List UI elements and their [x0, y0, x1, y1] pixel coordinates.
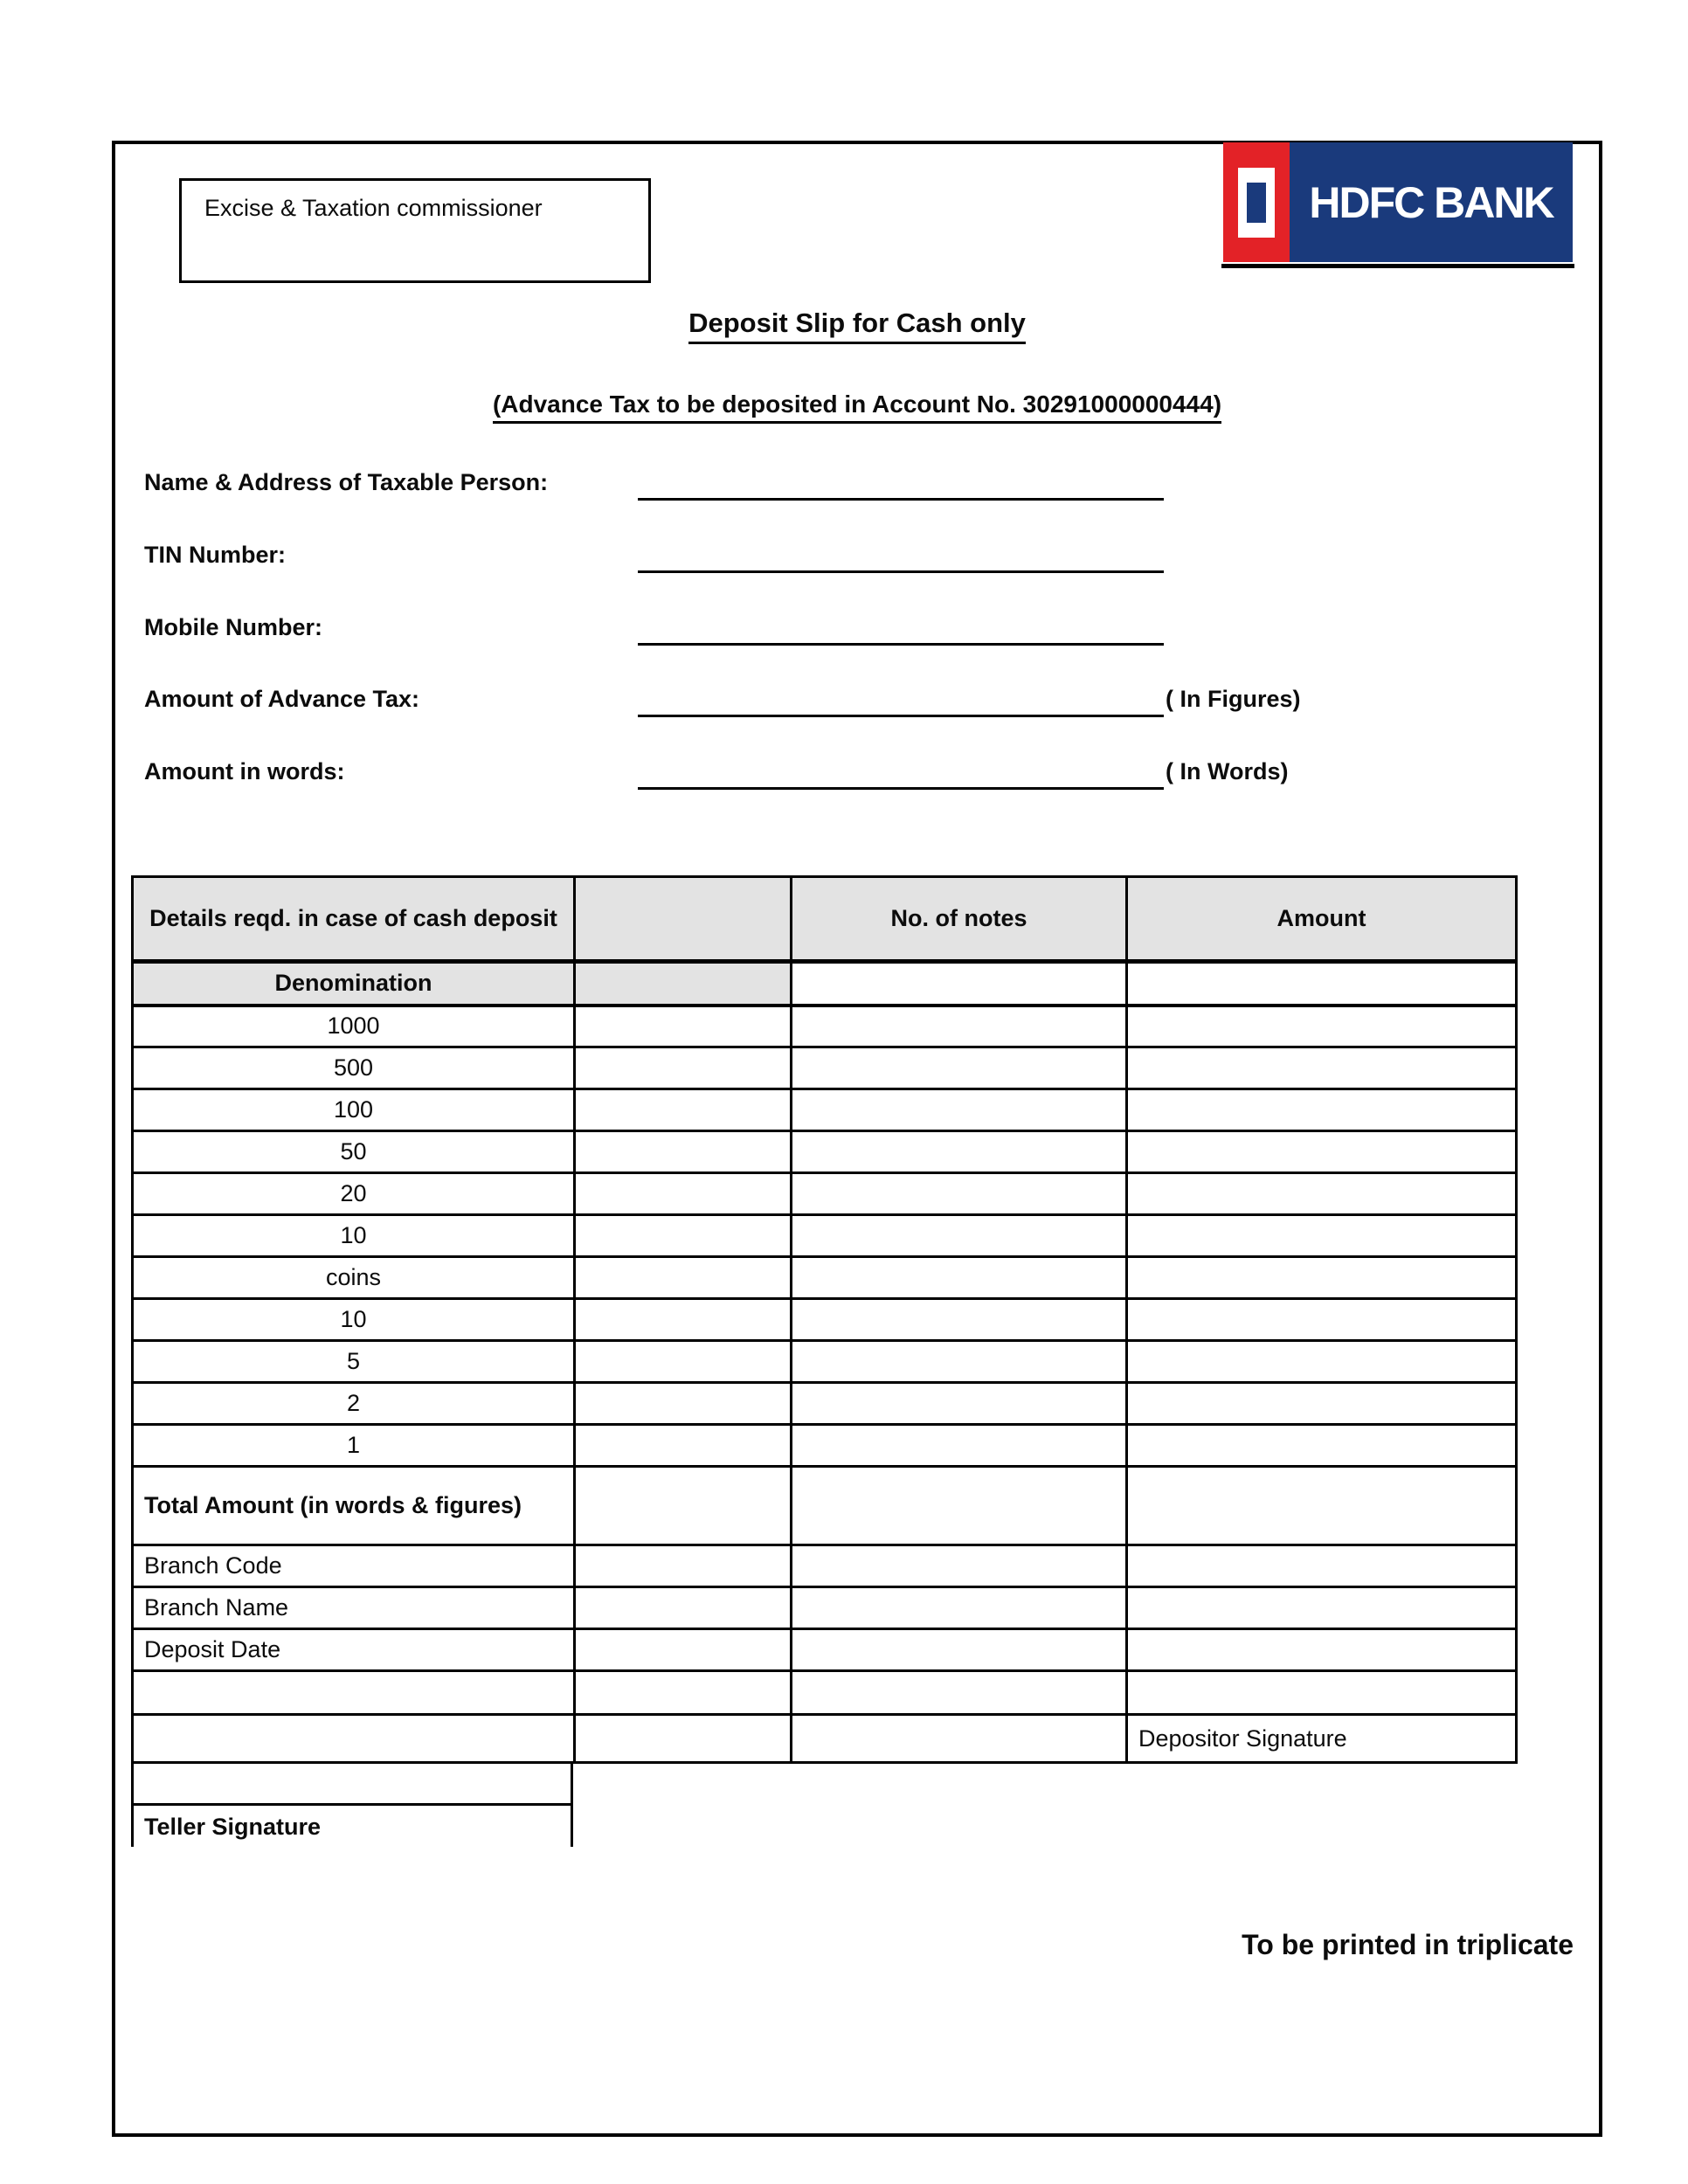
mobile-number-label: Mobile Number: [144, 614, 323, 640]
header-no-of-notes-cell: No. of notes [792, 877, 1127, 962]
deposit-date-row [133, 1629, 1517, 1671]
teller-blank-cell [131, 1762, 573, 1803]
empty-cell [792, 1587, 1127, 1629]
denomination-value: 2 [133, 1383, 575, 1425]
name-address-label: Name & Address of Taxable Person: [144, 469, 549, 495]
notes-cell [792, 1299, 1127, 1341]
header-empty-cell [575, 877, 792, 962]
amount-cell [1127, 1257, 1517, 1299]
table-row-20 [133, 1173, 1517, 1215]
table-row-coins [133, 1257, 1517, 1299]
empty-cell [575, 962, 792, 1006]
amount-in-words-fill-line [638, 758, 1164, 790]
teller-signature-cell [131, 1803, 573, 1847]
amount-cell [1127, 1131, 1517, 1173]
advance-tax-fill-line [638, 686, 1164, 717]
hdfc-bank-wordmark: HDFC BANK [1290, 142, 1573, 262]
deposit-date-label: Deposit Date [133, 1629, 575, 1671]
empty-cell [575, 1341, 792, 1383]
empty-cell [1127, 1629, 1517, 1671]
document-subtitle: (Advance Tax to be deposited in Account No. 30291000000444) [114, 390, 1601, 424]
denomination-value: 100 [133, 1089, 575, 1131]
amount-cell [1127, 1047, 1517, 1089]
denomination-value: 1 [133, 1425, 575, 1467]
notes-cell [792, 1173, 1127, 1215]
depositor-signature-label: Depositor Signature [1127, 1715, 1517, 1763]
header-amount-cell: Amount [1127, 877, 1517, 962]
denomination-value: coins [133, 1257, 575, 1299]
name-address-fill-line [638, 469, 1164, 501]
issuer-box-label: Excise & Taxation commissioner [204, 195, 543, 221]
table-row-100 [133, 1089, 1517, 1131]
denomination-value: 20 [133, 1173, 575, 1215]
total-amount-row [133, 1467, 1517, 1545]
empty-cell [133, 1715, 575, 1763]
amount-cell [1127, 1089, 1517, 1131]
empty-cell [575, 1215, 792, 1257]
notes-cell [792, 1131, 1127, 1173]
empty-cell [792, 962, 1127, 1006]
empty-cell [575, 1299, 792, 1341]
table-row-coin-10 [133, 1299, 1517, 1341]
header-details-cell: Details reqd. in case of cash deposit [133, 877, 575, 962]
empty-cell [575, 1047, 792, 1089]
amount-cell [1127, 1383, 1517, 1425]
branch-name-row [133, 1587, 1517, 1629]
notes-cell [792, 1089, 1127, 1131]
empty-cell [575, 1089, 792, 1131]
table-row-coin-1 [133, 1425, 1517, 1467]
empty-cell [1127, 1545, 1517, 1587]
notes-cell [792, 1257, 1127, 1299]
depositor-signature-row [133, 1715, 1517, 1763]
empty-cell [575, 1257, 792, 1299]
amount-cell [1127, 1215, 1517, 1257]
document-title: Deposit Slip for Cash only [114, 308, 1601, 344]
issuer-box [179, 178, 651, 283]
amount-cell [1127, 1006, 1517, 1047]
triplicate-note: To be printed in triplicate [1242, 1929, 1574, 1960]
blank-row [133, 1671, 1517, 1715]
total-amount-label: Total Amount (in words & figures) [133, 1467, 575, 1545]
empty-cell [1127, 1587, 1517, 1629]
table-row-coin-2 [133, 1383, 1517, 1425]
hdfc-logo-mark-icon [1223, 142, 1290, 262]
amount-cell [1127, 1467, 1517, 1545]
table-row-10 [133, 1215, 1517, 1257]
empty-cell [575, 1383, 792, 1425]
notes-cell [792, 1341, 1127, 1383]
empty-cell [575, 1467, 792, 1545]
table-row-500 [133, 1047, 1517, 1089]
amount-in-words-label: Amount in words: [144, 758, 345, 784]
amount-cell [1127, 1299, 1517, 1341]
empty-cell [792, 1629, 1127, 1671]
denomination-value: 5 [133, 1341, 575, 1383]
logo-underline [1221, 264, 1574, 268]
empty-cell [575, 1587, 792, 1629]
empty-cell [575, 1131, 792, 1173]
empty-cell [575, 1715, 792, 1763]
empty-cell [575, 1425, 792, 1467]
denomination-value: 10 [133, 1299, 575, 1341]
table-row-1000 [133, 1006, 1517, 1047]
empty-cell [792, 1545, 1127, 1587]
notes-cell [792, 1383, 1127, 1425]
mobile-number-fill-line [638, 614, 1164, 646]
notes-cell [792, 1425, 1127, 1467]
empty-cell [133, 1671, 575, 1715]
amount-cell [1127, 1341, 1517, 1383]
empty-cell [1127, 962, 1517, 1006]
amount-cell [1127, 1173, 1517, 1215]
tin-number-fill-line [638, 542, 1164, 573]
branch-code-label: Branch Code [133, 1545, 575, 1587]
table-header-row [133, 877, 1517, 962]
empty-cell [575, 1671, 792, 1715]
notes-cell [792, 1467, 1127, 1545]
amount-cell [1127, 1425, 1517, 1467]
empty-cell [575, 1629, 792, 1671]
denomination-value: 10 [133, 1215, 575, 1257]
empty-cell [575, 1006, 792, 1047]
in-words-suffix: ( In Words) [1166, 758, 1289, 784]
denomination-header-cell: Denomination [133, 962, 575, 1006]
teller-signature-label: Teller Signature [144, 1814, 322, 1840]
notes-cell [792, 1047, 1127, 1089]
empty-cell [792, 1715, 1127, 1763]
denomination-value: 50 [133, 1131, 575, 1173]
empty-cell [575, 1173, 792, 1215]
empty-cell [575, 1545, 792, 1587]
table-row-50 [133, 1131, 1517, 1173]
denomination-value: 1000 [133, 1006, 575, 1047]
denomination-value: 500 [133, 1047, 575, 1089]
table-row-coin-5 [133, 1341, 1517, 1383]
notes-cell [792, 1006, 1127, 1047]
branch-name-label: Branch Name [133, 1587, 575, 1629]
tin-number-label: TIN Number: [144, 542, 286, 568]
cash-deposit-table [131, 875, 1518, 1764]
empty-cell [792, 1671, 1127, 1715]
empty-cell [1127, 1671, 1517, 1715]
notes-cell [792, 1215, 1127, 1257]
in-figures-suffix: ( In Figures) [1166, 686, 1301, 712]
branch-code-row [133, 1545, 1517, 1587]
advance-tax-label: Amount of Advance Tax: [144, 686, 420, 712]
hdfc-bank-logo [1223, 142, 1573, 262]
denomination-header-row [133, 962, 1517, 1006]
